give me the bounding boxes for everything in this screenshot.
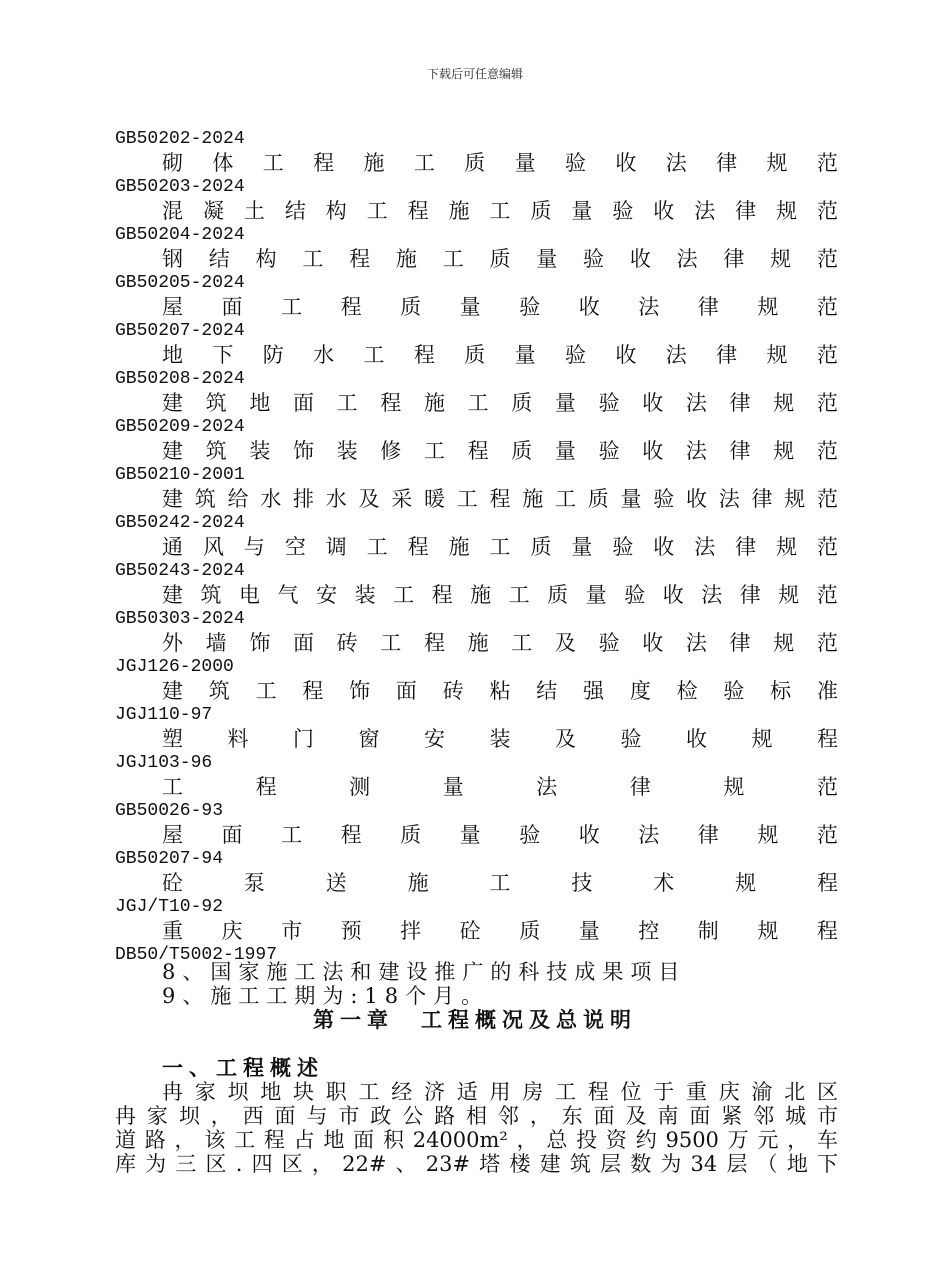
standard-code: GB50207-94 [115, 849, 224, 869]
standard-title-line [0, 487, 950, 511]
standard-title: 工 程 测 量 法 律 规 范 [162, 775, 838, 799]
standard-code: GB50202-2024 [115, 129, 245, 149]
standard-code-line [0, 847, 950, 871]
standard-title-line [0, 391, 950, 415]
paragraph-line-3: 道路，该工程占地面积24000m²，总投资约9500万元，车 [115, 1128, 838, 1152]
standard-code: JGJ/T10-92 [115, 897, 224, 917]
standard-title-line [0, 151, 950, 175]
standard-title-line [0, 919, 950, 943]
standard-title-line [0, 679, 950, 703]
standard-code-line [0, 463, 950, 487]
standard-title-line [0, 727, 950, 751]
paragraph-line-2: 冉家坝，西面与市政公路相邻，东面及南面紧邻城市 [115, 1104, 838, 1128]
standard-code-line [0, 319, 950, 343]
standard-title: 塑 料 门 窗 安 装 及 验 收 规 程 [162, 727, 838, 751]
standard-title-line [0, 199, 950, 223]
standard-title: 外 墙 饰 面 砖 工 程 施 工 及 验 收 法 律 规 范 [162, 631, 838, 655]
standard-title: 建 筑 电 气 安 装 工 程 施 工 质 量 验 收 法 律 规 范 [162, 583, 838, 607]
standard-code-line [0, 559, 950, 583]
standard-title: 砌 体 工 程 施 工 质 量 验 收 法 律 规 范 [162, 151, 838, 175]
standard-code: GB50243-2024 [115, 561, 245, 581]
standard-code-line [0, 703, 950, 727]
chapter-title: 第一章 工程概况及总说明 [313, 1007, 637, 1032]
standard-code: GB50204-2024 [115, 225, 245, 245]
paragraph-line-4: 库为三区.四区，22#、23#塔楼建筑层数为34层（地下 [115, 1152, 838, 1176]
standard-title: 砼 泵 送 施 工 技 术 规 程 [162, 871, 838, 895]
standard-title: 屋 面 工 程 质 量 验 收 法 律 规 范 [162, 823, 838, 847]
standard-title: 钢 结 构 工 程 施 工 质 量 验 收 法 律 规 范 [162, 247, 838, 271]
standard-code-line [0, 175, 950, 199]
standard-code: JGJ103-96 [115, 753, 213, 773]
standard-title-line [0, 247, 950, 271]
standard-title: 地 下 防 水 工 程 质 量 验 收 法 律 规 范 [162, 343, 838, 367]
standard-title: 建 筑 装 饰 装 修 工 程 质 量 验 收 法 律 规 范 [162, 439, 838, 463]
standard-title: 重 庆 市 预 拌 砼 质 量 控 制 规 程 [162, 919, 838, 943]
section-title: 一、工程概述 [162, 1055, 324, 1080]
standard-title: 建 筑 给 水 排 水 及 采 暖 工 程 施 工 质 量 验 收 法 律 规 范 [162, 487, 838, 511]
standard-code-line [0, 367, 950, 391]
standard-code-line [0, 751, 950, 775]
standard-title-line [0, 871, 950, 895]
standard-code: GB50303-2024 [115, 609, 245, 629]
standard-title: 屋 面 工 程 质 量 验 收 法 律 规 范 [162, 295, 838, 319]
standard-code-line [0, 655, 950, 679]
paragraph-line-1: 冉家坝地块职工经济适用房工程位于重庆渝北区 [162, 1080, 838, 1104]
standard-code: JGJ110-97 [115, 705, 213, 725]
standard-title-line [0, 535, 950, 559]
standard-title-line [0, 775, 950, 799]
standard-code-line [0, 127, 950, 151]
standard-code-line [0, 223, 950, 247]
standard-title-line [0, 631, 950, 655]
standard-title: 建 筑 地 面 工 程 施 工 质 量 验 收 法 律 规 范 [162, 391, 838, 415]
standard-code: JGJ126-2000 [115, 657, 234, 677]
item-9-line [0, 984, 950, 1008]
standard-title: 混 凝 土 结 构 工 程 施 工 质 量 验 收 法 律 规 范 [162, 199, 838, 223]
item-9: 9、施工工期为:18个月。 [162, 984, 490, 1008]
standard-code: GB50210-2001 [115, 465, 245, 485]
page-header: 下载后可任意编辑 [426, 67, 523, 81]
standard-code: GB50209-2024 [115, 417, 245, 437]
standard-code-line [0, 271, 950, 295]
standard-code-line [0, 607, 950, 631]
standard-title-line [0, 295, 950, 319]
standard-code: GB50026-93 [115, 801, 224, 821]
standard-title-line [0, 343, 950, 367]
standard-title-line [0, 823, 950, 847]
standard-code: GB50208-2024 [115, 369, 245, 389]
standard-code: GB50203-2024 [115, 177, 245, 197]
item-8: 8、国家施工法和建设推广的科技成果项目 [162, 960, 687, 984]
standard-code: GB50207-2024 [115, 321, 245, 341]
standard-code-line [0, 895, 950, 919]
standard-title: 建 筑 工 程 饰 面 砖 粘 结 强 度 检 验 标 准 [162, 679, 838, 703]
standard-code-line [0, 511, 950, 535]
standard-title-line [0, 439, 950, 463]
standard-title-line [0, 583, 950, 607]
standard-code-line [0, 799, 950, 823]
item-8-line [0, 960, 950, 984]
standard-code: GB50242-2024 [115, 513, 245, 533]
standard-code-line [0, 415, 950, 439]
standard-code: GB50205-2024 [115, 273, 245, 293]
standard-title: 通 风 与 空 调 工 程 施 工 质 量 验 收 法 律 规 范 [162, 535, 838, 559]
standard-code: DB50/T5002-1997 [115, 945, 278, 965]
